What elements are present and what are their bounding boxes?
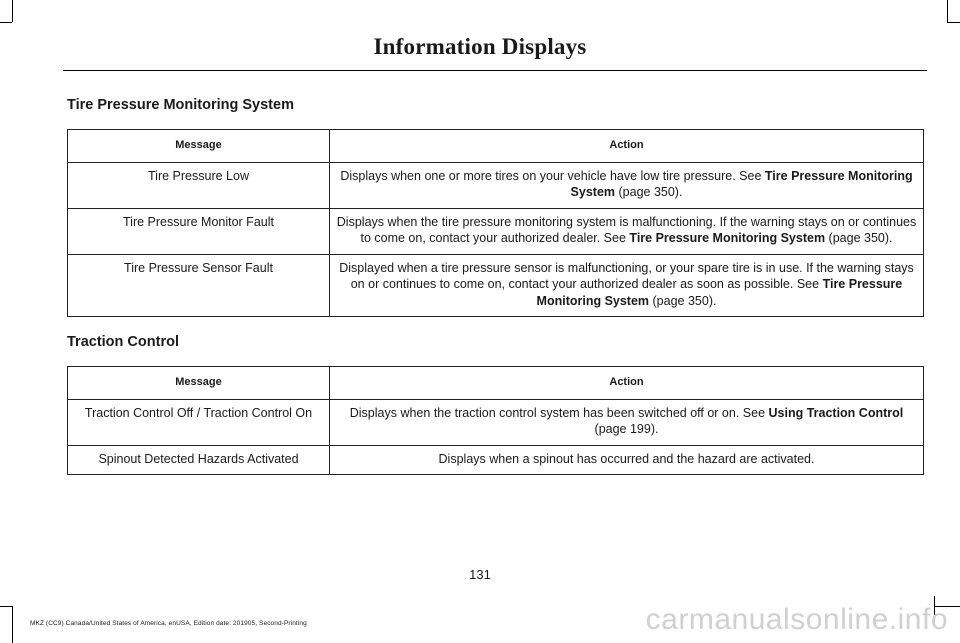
- crop-mark: [12, 606, 13, 643]
- message-cell: Spinout Detected Hazards Activated: [68, 445, 330, 475]
- watermark: carmanualsonline.info: [645, 603, 948, 636]
- table-row: [68, 445, 924, 475]
- table-row: [68, 254, 924, 317]
- cross-reference-link[interactable]: Tire Pressure Monitoring System: [629, 231, 826, 245]
- page-reference: (page 199).: [594, 422, 659, 436]
- message-cell: Traction Control Off / Traction Control On: [68, 399, 330, 445]
- cross-reference-link[interactable]: Tire Pressure Monitoring System: [536, 277, 903, 308]
- cross-reference-link[interactable]: Tire Pressure Monitoring System: [570, 168, 913, 199]
- table-row: [68, 399, 924, 445]
- crop-mark: [0, 22, 12, 23]
- action-text: Displays when a spinout has occurred and the hazard are activated.: [438, 451, 815, 466]
- page-reference: (page 350).: [649, 293, 717, 308]
- message-cell: Tire Pressure Monitor Fault: [68, 208, 330, 254]
- section-title-tpms: Tire Pressure Monitoring System: [67, 97, 294, 113]
- column-header-message: Message: [68, 130, 330, 163]
- page-header-title: Information Displays: [373, 34, 587, 59]
- action-text: Displays when one or more tires on your vehicle have low tire pressure. See: [340, 168, 765, 183]
- table-header-row: [68, 367, 924, 400]
- page-number: 131: [469, 567, 491, 582]
- traction-control-table: [67, 366, 924, 475]
- action-text: Displays when the traction control system has been switched off or on. See: [349, 405, 769, 420]
- section-title-traction-control: Traction Control: [67, 334, 179, 350]
- action-cell: [330, 208, 924, 254]
- cross-reference-link[interactable]: Using Traction Control: [768, 405, 904, 420]
- page-reference: (page 350).: [615, 185, 683, 199]
- header-rule: [63, 70, 927, 71]
- edition-footer: MKZ (CC9) Canada/United States of America, enUSA, Edition date: 201905, Second-Printing: [30, 620, 307, 627]
- crop-mark: [947, 0, 948, 22]
- column-header-action: Action: [330, 130, 924, 163]
- page-reference: (page 350).: [825, 231, 893, 245]
- action-text: Displays when the tire pressure monitoring system is malfunctioning. If the warning stays on or continues to come on, contact your authorized dealer. See: [336, 214, 917, 245]
- action-cell: [330, 399, 924, 445]
- message-cell: Tire Pressure Low: [68, 162, 330, 208]
- action-cell: [330, 254, 924, 317]
- table-header-row: [68, 130, 924, 163]
- crop-mark: [0, 606, 12, 607]
- crop-mark: [947, 22, 960, 23]
- action-text: Displayed when a tire pressure sensor is malfunctioning, or your spare tire is in use. If the warning stays on or continues to come on, contact your authorized dealer as soon as possible. See: [339, 260, 914, 291]
- column-header-action: Action: [330, 367, 924, 400]
- crop-mark: [12, 0, 13, 22]
- table-row: [68, 162, 924, 208]
- message-cell: Tire Pressure Sensor Fault: [68, 254, 330, 317]
- table-row: [68, 208, 924, 254]
- action-cell: [330, 445, 924, 475]
- tpms-table: [67, 129, 924, 317]
- column-header-message: Message: [68, 367, 330, 400]
- action-cell: [330, 162, 924, 208]
